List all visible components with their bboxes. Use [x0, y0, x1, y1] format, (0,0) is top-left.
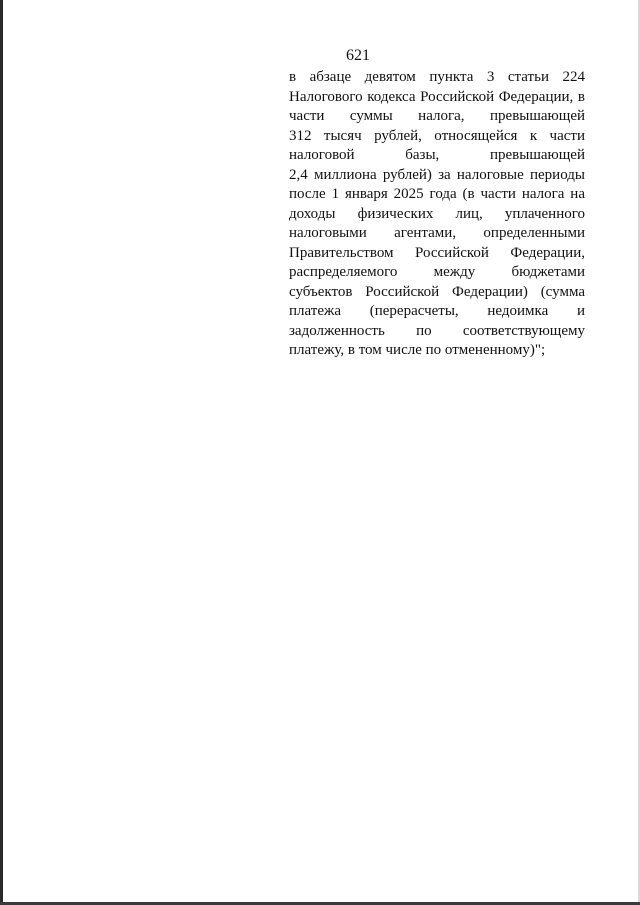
- page-left-edge: [0, 0, 3, 905]
- text-line: Правительством Российской Федерации,: [289, 244, 585, 261]
- text-line: налоговой базы, превышающей: [289, 147, 585, 163]
- text-line: 2,4 миллиона рублей) за налоговые периоды: [289, 166, 585, 183]
- text-line: субъектов Российской Федерации) (сумма: [289, 283, 585, 300]
- text-line: налоговыми агентами, определенными: [289, 225, 585, 241]
- text-line: распределяемого между бюджетами: [289, 264, 585, 280]
- text-line: после 1 января 2025 года (в части налога на: [289, 186, 585, 202]
- text-line: доходы физических лиц, уплаченного: [289, 205, 585, 222]
- page-number: 621: [346, 47, 370, 64]
- text-line: части суммы налога, превышающей: [289, 108, 585, 124]
- text-line: задолженность по соответствующему: [289, 322, 585, 339]
- text-line: 312 тысяч рублей, относящейся к части: [289, 127, 585, 144]
- body-text: [289, 68, 585, 361]
- text-line: Налогового кодекса Российской Федерации, в: [289, 88, 585, 105]
- text-line: в абзаце девятом пункта 3 статьи 224: [289, 69, 585, 85]
- text-line: платежа (перерасчеты, недоимка и: [289, 303, 585, 319]
- text-line-last: платежу, в том числе по отмененному)";: [289, 342, 546, 358]
